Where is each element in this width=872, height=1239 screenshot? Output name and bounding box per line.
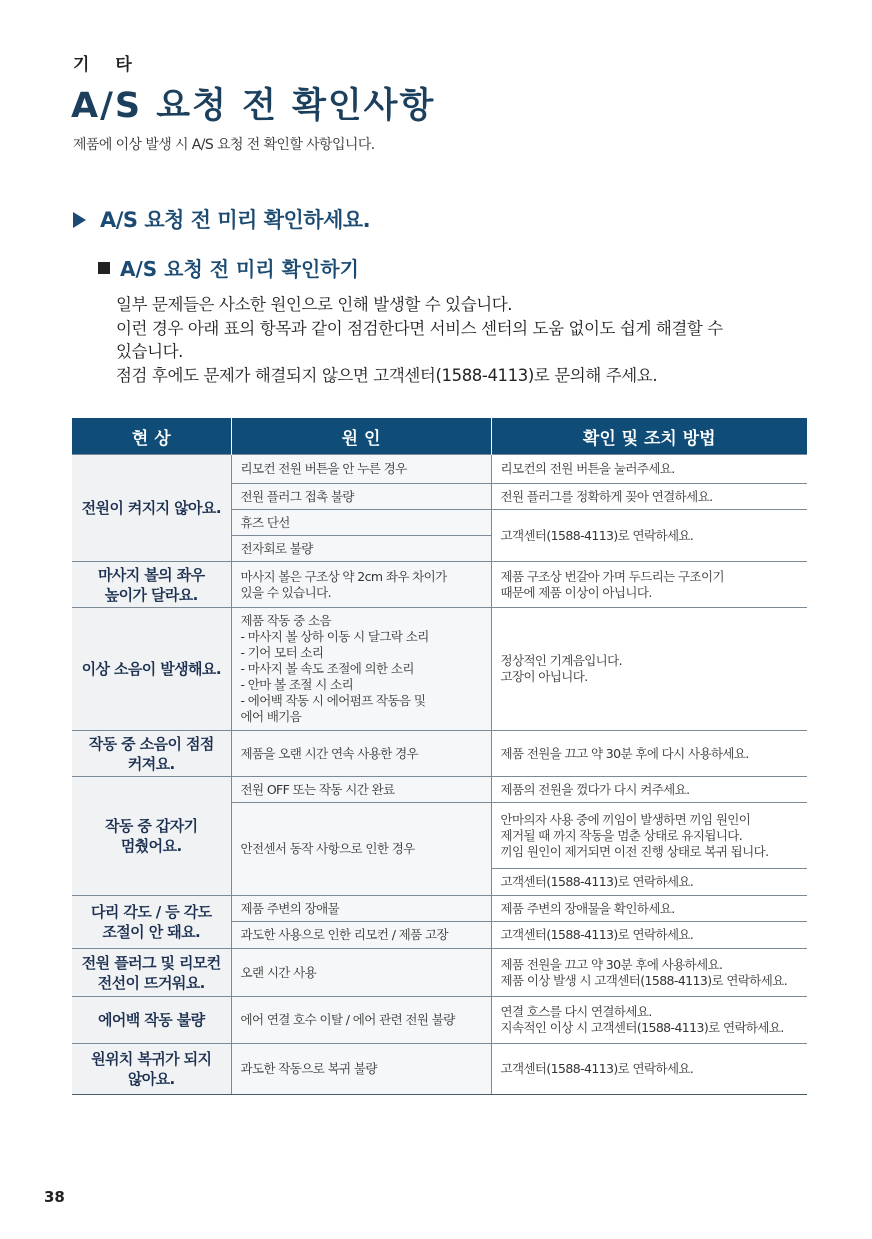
- table-row: [72, 455, 807, 484]
- symptom-cell: 전원이 켜지지 않아요.: [72, 455, 231, 562]
- action-cell: 리모컨의 전원 버튼을 눌러주세요.: [491, 455, 807, 484]
- cause-cell: 리모컨 전원 버튼을 안 누른 경우: [231, 455, 491, 484]
- cause-cell: 전원 OFF 또는 작동 시간 완료: [231, 777, 491, 803]
- intro-paragraph: [116, 293, 816, 387]
- table-row: [72, 608, 807, 731]
- action-cell: 제품 전원을 끄고 약 30분 후에 사용하세요. 제품 이상 발생 시 고객센터(1588-4113)로 연락하세요.: [491, 949, 807, 997]
- section-heading: [73, 204, 370, 234]
- table-row: [72, 1044, 807, 1095]
- action-cell: 고객센터(1588-4113)로 연락하세요.: [491, 1044, 807, 1095]
- subsection-heading: [98, 253, 359, 282]
- symptom-cell: 원위치 복귀가 되지 않아요.: [72, 1044, 231, 1095]
- table-row: [72, 562, 807, 608]
- table-row: [72, 777, 807, 803]
- action-cell: 전원 플러그를 정확하게 꽂아 연결하세요.: [491, 484, 807, 510]
- table-row: [72, 731, 807, 777]
- cause-cell: 마사지 볼은 구조상 약 2cm 좌우 차이가 있을 수 있습니다.: [231, 562, 491, 608]
- cause-cell: 전자회로 불량: [231, 536, 491, 562]
- intro-line: 이런 경우 아래 표의 항목과 같이 점검한다면 서비스 센터의 도움 없이도 쉽게 해결할 수: [116, 318, 723, 338]
- intro-line: 있습니다.: [116, 342, 184, 361]
- subsection-heading-text: A/S 요청 전 미리 확인하기: [120, 257, 359, 281]
- symptom-cell: 마사지 볼의 좌우 높이가 달라요.: [72, 562, 231, 608]
- symptom-cell: 작동 중 갑자기 멈췄어요.: [72, 777, 231, 896]
- header-action: 확인 및 조치 방법: [491, 418, 807, 455]
- action-cell: 고객센터(1588-4113)로 연락하세요.: [491, 510, 807, 562]
- square-bullet-icon: [98, 262, 110, 274]
- cause-cell: 제품 주변의 장애물: [231, 896, 491, 922]
- section-label: 기 타: [73, 55, 142, 75]
- cause-cell: 안전센서 동작 사항으로 인한 경우: [231, 803, 491, 896]
- symptom-cell: 이상 소음이 발생해요.: [72, 608, 231, 731]
- cause-cell: 제품을 오랜 시간 연속 사용한 경우: [231, 731, 491, 777]
- table-row: [72, 949, 807, 997]
- table-row: [72, 896, 807, 922]
- triangle-bullet-icon: [73, 212, 86, 228]
- cause-cell: 에어 연결 호수 이탈 / 에어 관련 전원 불량: [231, 997, 491, 1044]
- action-cell: 연결 호스를 다시 연결하세요. 지속적인 이상 시 고객센터(1588-4113)로 연락하세요.: [491, 997, 807, 1044]
- cause-cell: 과도한 사용으로 인한 리모컨 / 제품 고장: [231, 922, 491, 949]
- action-cell: 제품 전원을 끄고 약 30분 후에 다시 사용하세요.: [491, 731, 807, 777]
- cause-cell: 과도한 작동으로 복귀 불량: [231, 1044, 491, 1095]
- table-header-row: [72, 418, 807, 455]
- header-cause: 원 인: [231, 418, 491, 455]
- troubleshooting-table: [72, 418, 807, 1095]
- page-number: 38: [44, 1188, 65, 1206]
- symptom-cell: 전원 플러그 및 리모컨 전선이 뜨거워요.: [72, 949, 231, 997]
- cause-cell: 오랜 시간 사용: [231, 949, 491, 997]
- action-cell: 제품의 전원을 껐다가 다시 켜주세요.: [491, 777, 807, 803]
- action-cell: 고객센터(1588-4113)로 연락하세요.: [491, 922, 807, 949]
- cause-cell: 제품 작동 중 소음 - 마사지 볼 상하 이동 시 달그락 소리 - 기어 모터 소리 - 마사지 볼 속도 조절에 의한 소리 - 안마 볼 조절 시 소리 - 에어백 작동 시 에어펌프 작동음 및 에어 배기음: [231, 608, 491, 731]
- symptom-cell: 작동 중 소음이 점점 커져요.: [72, 731, 231, 777]
- action-cell: 제품 주변의 장애물을 확인하세요.: [491, 896, 807, 922]
- page-title: A/S 요청 전 확인사항: [71, 86, 436, 126]
- intro-line: 점검 후에도 문제가 해결되지 않으면 고객센터(1588-4113)로 문의해 주세요.: [116, 365, 658, 385]
- intro-line: 일부 문제들은 사소한 원인으로 인해 발생할 수 있습니다.: [116, 295, 513, 314]
- page-subtitle: 제품에 이상 발생 시 A/S 요청 전 확인할 사항입니다.: [73, 137, 375, 153]
- action-cell: 안마의자 사용 중에 끼임이 발생하면 끼임 원인이 제거될 때 까지 작동을 멈춘 상태로 유지됩니다. 끼임 원인이 제거되면 이전 진행 상태로 복귀 됩니다.: [491, 803, 807, 869]
- cause-cell: 전원 플러그 접촉 불량: [231, 484, 491, 510]
- action-cell: 제품 구조상 번갈아 가며 두드리는 구조이기 때문에 제품 이상이 아닙니다.: [491, 562, 807, 608]
- symptom-cell: 다리 각도 / 등 각도 조절이 안 돼요.: [72, 896, 231, 949]
- section-heading-text: A/S 요청 전 미리 확인하세요.: [100, 208, 371, 232]
- cause-cell: 휴즈 단선: [231, 510, 491, 536]
- action-cell: 정상적인 기계음입니다. 고장이 아닙니다.: [491, 608, 807, 731]
- header-symptom: 현 상: [72, 418, 231, 455]
- symptom-cell: 에어백 작동 불량: [72, 997, 231, 1044]
- table-row: [72, 997, 807, 1044]
- action-cell: 고객센터(1588-4113)로 연락하세요.: [491, 869, 807, 896]
